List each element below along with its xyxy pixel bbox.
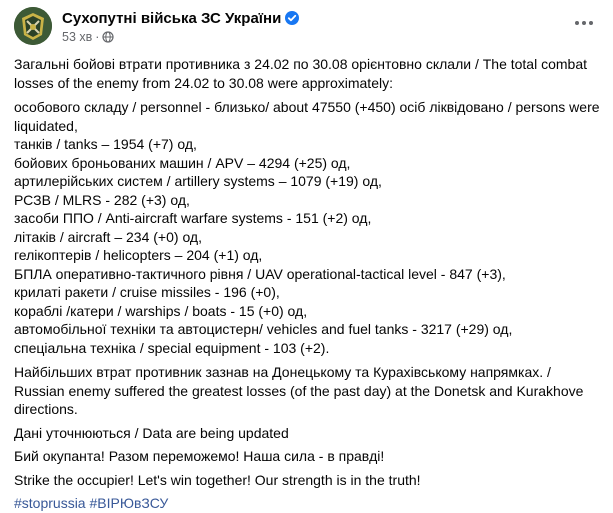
loss-item-mlrs: РСЗВ / MLRS - 282 (+3) од, bbox=[14, 191, 190, 208]
updating-text: Дані уточнюються / Data are being updated bbox=[14, 424, 289, 441]
verified-badge-icon bbox=[285, 11, 299, 29]
post-meta bbox=[62, 30, 114, 46]
loss-item-special-equipment: спеціальна техніка / special equipment - 103 (+2). bbox=[14, 339, 330, 356]
more-options-button[interactable] bbox=[569, 13, 599, 33]
loss-item-air-defense: засоби ППО / Anti-aircraft warfare systems - 151 (+2) од, bbox=[14, 210, 372, 226]
loss-item-artillery: артилерійських систем / artillery systems – 1079 (+19) од, bbox=[14, 173, 382, 189]
loss-item-aircraft: літаків / aircraft – 234 (+0) од, bbox=[14, 228, 202, 245]
page-name[interactable]: Сухопутні війська ЗС України bbox=[62, 10, 282, 27]
loss-item-vehicles: автомобільної техніки та автоцистерн/ vehicles and fuel tanks - 3217 (+29) од, bbox=[14, 321, 513, 337]
emblem-icon bbox=[14, 7, 52, 45]
loss-item-warships: кораблі /катери / warships / boats - 15 (+0) од, bbox=[14, 302, 308, 319]
hashtag-viryuvzsu[interactable]: #ВІРЮвЗСУ bbox=[89, 495, 169, 511]
intro-text: Загальні бойові втрати противника з 24.02 по 30.08 орієнтовно склали / The total combat losses of the enemy from 24.02 to 30.08 were approximately: bbox=[14, 56, 588, 91]
loss-item-personnel: особового складу / personnel - близько/ about 47550 (+450) осіб ліквідовано / persons were liquidated, bbox=[14, 99, 600, 134]
loss-item-apv: бойових броньованих машин / APV – 4294 (+25) од, bbox=[14, 154, 351, 171]
loss-item-uav: БПЛА оперативно-тактичного рівня / UAV operational-tactical level - 847 (+3), bbox=[14, 265, 506, 282]
page-avatar[interactable] bbox=[14, 7, 52, 45]
loss-item-cruise-missiles: крилаті ракети / cruise missiles - 196 (+0), bbox=[14, 284, 280, 300]
post-time[interactable]: 53 хв bbox=[62, 30, 93, 44]
loss-item-tanks: танків / tanks – 1954 (+7) од, bbox=[14, 136, 197, 152]
hashtag-stoprussia[interactable]: #stoprussia bbox=[14, 495, 86, 511]
slogan-english: Strike the occupier! Let's win together! Our strength is in the truth! bbox=[14, 471, 421, 488]
post-body bbox=[14, 55, 600, 513]
slogan-ukrainian: Бий окупанта! Разом переможемо! Наша сила - в правді! bbox=[14, 448, 385, 464]
meta-separator: · bbox=[95, 30, 100, 44]
post-header bbox=[14, 7, 599, 47]
loss-item-helicopters: гелікоптерів / helicopters – 204 (+1) од, bbox=[14, 247, 263, 263]
directions-text: Найбільших втрат противник зазнав на Донецькому та Курахівському напрямках. / Russian enemy suffered the greatest losses (of the past day) at the Donetsk and Kurakhove directions. bbox=[14, 364, 584, 417]
more-dots-icon bbox=[574, 20, 594, 26]
hashtags bbox=[14, 494, 600, 513]
globe-icon bbox=[102, 31, 114, 46]
losses-list bbox=[14, 98, 600, 357]
